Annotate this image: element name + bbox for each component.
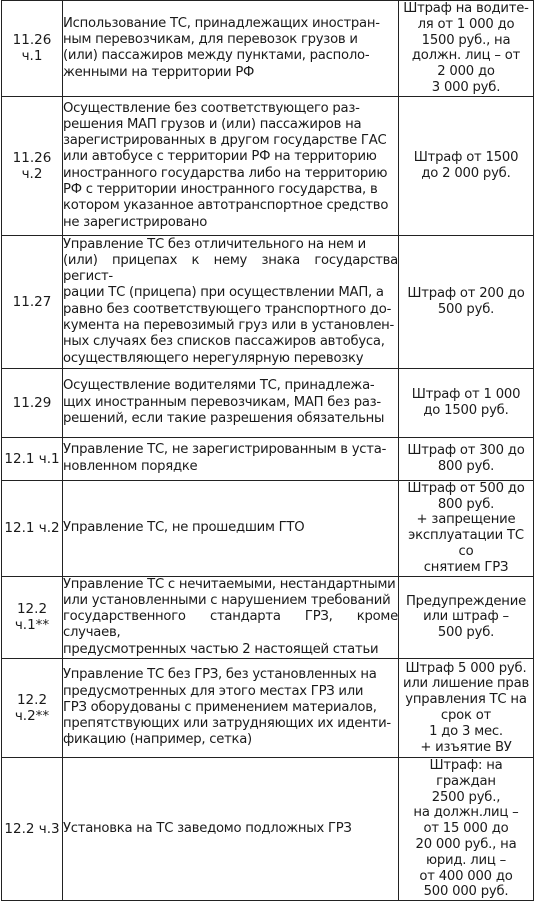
- penalty-line: 3 000 руб.: [431, 79, 501, 95]
- description-line: Установка на ТС заведомо подложных ГРЗ: [63, 820, 352, 836]
- penalty-line: Штраф от 500 до: [407, 480, 525, 496]
- description-line: Управление ТС, не прошедшим ГТО: [63, 520, 305, 536]
- article-line: 11.26: [12, 32, 52, 49]
- penalty-line: управления ТС на: [405, 692, 527, 708]
- penalty-line: Штраф от 1500: [413, 149, 519, 165]
- description-cell: [63, 758, 399, 901]
- article-line: ч.1**: [14, 617, 50, 634]
- article-cell: [2, 437, 63, 480]
- description-line: Осуществление без соответствующего раз-: [63, 100, 360, 116]
- table-row: [2, 1, 534, 97]
- description-line: Осуществление водителями ТС, принадлежа-: [63, 378, 375, 394]
- penalty-line: Штраф 5 000 руб.: [405, 660, 527, 676]
- penalty-cell: [399, 1, 534, 97]
- description-line: котором указанное автотранспортное средство: [63, 198, 389, 214]
- penalty-line: Штраф на водите-: [403, 1, 529, 16]
- penalties-table-body: [2, 1, 534, 901]
- description-cell: [63, 437, 399, 480]
- penalty-line: 800 руб.: [437, 458, 495, 474]
- penalty-line: от 400 000 до: [419, 868, 513, 884]
- description-line: (или) пассажиров между пунктами, располо-: [63, 48, 370, 64]
- description-line: (или) прицепах к нему знака государства регист-: [63, 252, 398, 285]
- table-row: [2, 437, 534, 480]
- description-cell: [63, 659, 399, 758]
- description-line: осуществляющего нерегулярную перевозку: [63, 350, 364, 366]
- penalty-line: + запрещение: [416, 512, 516, 528]
- penalty-line: 1 до 3 мес.: [429, 723, 503, 739]
- description-line: решения МАП грузов и (или) пассажиров на: [63, 116, 362, 132]
- description-line: рации ТС (прицепа) при осуществлении МАП, а: [63, 285, 384, 301]
- description-line: препятствующих или затрудняющих их иденти-: [63, 716, 391, 732]
- description-line: предусмотренных для этого местах ГРЗ или: [63, 683, 364, 699]
- penalty-line: 2500 руб.,: [431, 789, 501, 805]
- table-row: [2, 235, 534, 368]
- description-line: Управление ТС, не зарегистрированным в уста-: [63, 442, 387, 458]
- article-line: ч.2: [21, 165, 43, 182]
- penalty-cell: [399, 437, 534, 480]
- penalty-line: до 1500 руб.: [423, 402, 509, 418]
- article-line: 12.2: [16, 601, 48, 618]
- description-line: не зарегистрировано: [63, 214, 208, 230]
- penalty-line: 500 000 руб.: [423, 884, 509, 900]
- article-cell: [2, 235, 63, 368]
- penalty-line: или лишение прав: [402, 676, 530, 692]
- description-line: иностранного государства либо на территорию: [63, 165, 388, 181]
- description-line: равно без соответствующего транспортного до-: [63, 301, 392, 317]
- penalty-line: 1500 руб., на: [421, 32, 511, 48]
- description-line: Управление ТС с нечитаемыми, нестандартными: [63, 576, 396, 592]
- penalty-line: Штраф от 300 до: [407, 442, 525, 458]
- penalty-line: от 15 000 до: [423, 821, 509, 837]
- penalty-line: 800 руб.: [437, 496, 495, 512]
- table-row: [2, 480, 534, 576]
- description-line: Использование ТС, принадлежащих иностран-: [63, 15, 380, 31]
- article-cell: [2, 368, 63, 437]
- article-line: 11.29: [12, 394, 52, 411]
- penalty-line: Предупреждение: [405, 593, 527, 609]
- penalty-line: 500 руб.: [437, 625, 495, 641]
- description-cell: [63, 1, 399, 97]
- penalty-cell: [399, 758, 534, 901]
- article-line: 12.2 ч.3: [4, 821, 60, 838]
- description-line: или автобусе с территории РФ на территорию: [63, 149, 377, 165]
- penalty-line: на должн.лиц –: [413, 805, 519, 821]
- description-line: женными на территории РФ: [63, 64, 255, 80]
- penalty-line: 500 руб.: [437, 301, 495, 317]
- description-line: ных случаях без списков пассажиров автобуса,: [63, 334, 385, 350]
- penalty-line: 20 000 руб., на: [415, 837, 517, 853]
- description-line: фикацию (например, сетка): [63, 732, 252, 748]
- penalty-cell: [399, 235, 534, 368]
- description-line: ным перевозчикам, для перевозок грузов и: [63, 32, 358, 48]
- penalty-line: или штраф –: [423, 609, 509, 625]
- penalty-cell: [399, 659, 534, 758]
- article-line: 12.1 ч.1: [4, 450, 60, 467]
- article-cell: [2, 576, 63, 658]
- penalties-table: [1, 0, 534, 901]
- article-line: ч.2**: [14, 708, 50, 725]
- penalty-line: + изъятие ВУ: [420, 739, 512, 755]
- article-line: ч.1: [21, 48, 43, 65]
- penalty-cell: [399, 96, 534, 235]
- penalty-line: срок от: [440, 708, 492, 724]
- article-line: 12.2: [16, 692, 48, 709]
- table-row: [2, 758, 534, 901]
- description-cell: [63, 368, 399, 437]
- article-line: 11.27: [12, 293, 52, 310]
- penalty-line: должн. лиц – от: [411, 48, 521, 64]
- description-line: государственного стандарта ГРЗ, кроме случаев,: [63, 609, 398, 641]
- article-cell: [2, 659, 63, 758]
- table-row: [2, 659, 534, 758]
- description-line: Управление ТС без ГРЗ, без установленных на: [63, 667, 377, 683]
- table-row: [2, 576, 534, 658]
- description-line: РФ с территории иностранного государства, в: [63, 182, 378, 198]
- description-cell: [63, 480, 399, 576]
- penalty-line: Штраф от 200 до: [407, 285, 525, 301]
- article-line: 12.1 ч.2: [4, 520, 60, 537]
- description-line: предусмотренных частью 2 настоящей статьи: [63, 641, 379, 657]
- penalty-line: эксплуатации ТС со: [408, 528, 524, 559]
- penalty-cell: [399, 368, 534, 437]
- penalty-line: Штраф от 1 000: [411, 386, 521, 402]
- penalty-line: 2 000 до: [437, 64, 495, 80]
- article-line: 11.26: [12, 149, 52, 166]
- table-row: [2, 368, 534, 437]
- description-line: ГРЗ оборудованы с применением материалов,: [63, 699, 377, 715]
- description-line: Управление ТС без отличительного на нем и: [63, 236, 366, 252]
- description-cell: [63, 576, 399, 658]
- description-line: зарегистрированных в другом государстве ГАС: [63, 133, 387, 149]
- penalty-line: юрид. лиц –: [425, 852, 507, 868]
- description-line: новленном порядке: [63, 458, 198, 474]
- description-line: решений, если такие разрешения обязательны: [63, 410, 385, 426]
- article-cell: [2, 1, 63, 97]
- penalty-line: до 2 000 руб.: [421, 165, 511, 181]
- description-line: кумента на перевозимый груз или в установлен-: [63, 318, 395, 334]
- article-cell: [2, 96, 63, 235]
- penalty-line: снятием ГРЗ: [423, 559, 509, 575]
- article-cell: [2, 480, 63, 576]
- description-line: щих иностранным перевозчикам, МАП без раз-: [63, 394, 381, 410]
- penalty-cell: [399, 480, 534, 576]
- description-cell: [63, 96, 399, 235]
- penalty-line: ля от 1 000 до: [417, 16, 515, 32]
- article-cell: [2, 758, 63, 901]
- penalty-cell: [399, 576, 534, 658]
- description-cell: [63, 235, 399, 368]
- description-line: или установленными с нарушением требований: [63, 592, 391, 608]
- penalty-line: Штраф: на граждан: [429, 758, 503, 789]
- table-row: [2, 96, 534, 235]
